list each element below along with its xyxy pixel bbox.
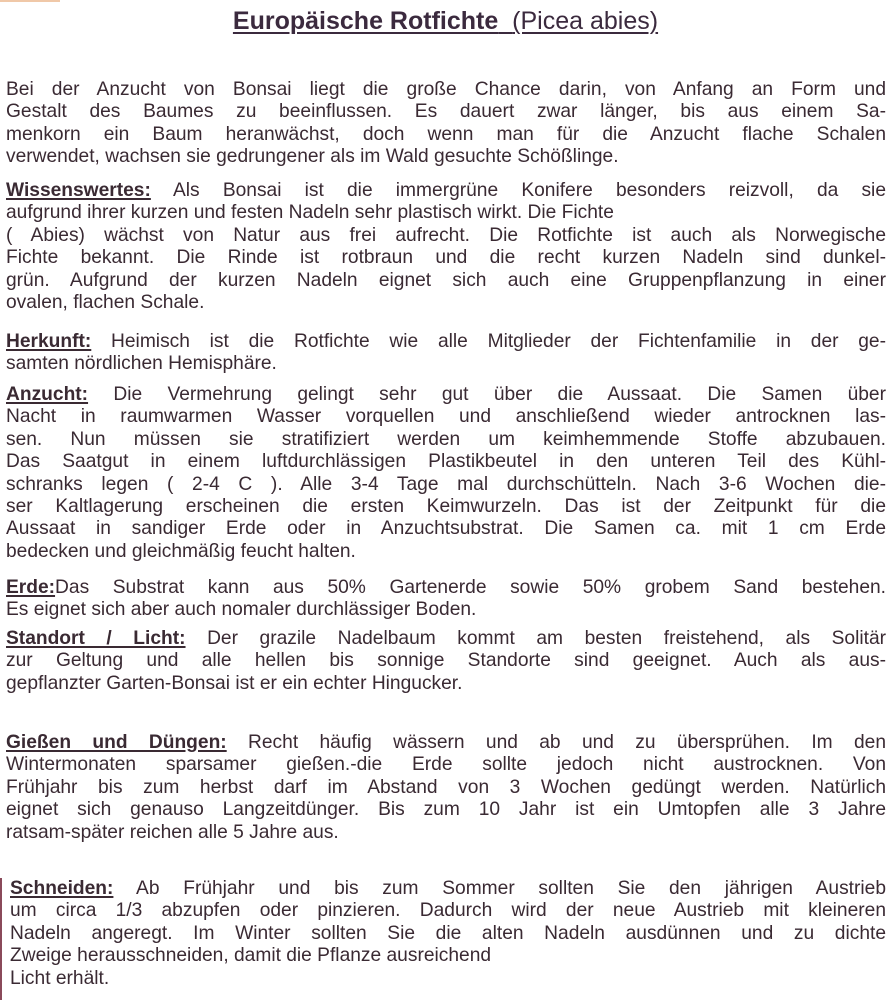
section-heading: Standort / Licht: xyxy=(6,628,186,649)
text-line: Anzucht: Die Vermehrung gelingt sehr gut über die Aussaat. Die Samen über xyxy=(6,384,886,405)
text-line: eignet sich genauso Langzeitdünger. Bis zum 10 Jahr ist ein Umtopfen alle 3 Jahre xyxy=(6,799,886,821)
text-line: Zweige herausschneiden, damit die Pflanze ausreichend xyxy=(10,945,492,967)
text-line: Gießen und Düngen: Recht häufig wässern und ab und zu übersprühen. Im den xyxy=(6,732,886,753)
section-schneiden xyxy=(10,878,886,990)
text-line: Wissenswertes: Als Bonsai ist die immergrüne Konifere besonders reizvoll, da sie xyxy=(6,180,886,201)
text-line: aufgrund ihrer kurzen und festen Nadeln sehr plastisch wirkt. Die Fichte xyxy=(6,202,614,224)
text-line: samten nördlichen Hemisphäre. xyxy=(6,353,277,375)
text-line: bedecken und gleichmäßig feucht halten. xyxy=(6,540,356,562)
title-latin-name: (Picea abies) xyxy=(512,7,659,35)
section-anzucht xyxy=(6,384,886,563)
text-line: Gestalt des Baumes zu beeinflussen. Es dauert zwar länger, bis aus einem Sa- xyxy=(6,101,886,123)
section-herkunft xyxy=(6,331,886,376)
text-line: grün. Aufgrund der kurzen Nadeln eignet sich auch eine Gruppenpflanzung in einer xyxy=(6,269,886,291)
text-line: schranks legen ( 2-4 C ). Alle 3-4 Tage mal durchschütteln. Nach 3-6 Wochen die- xyxy=(6,473,886,495)
section-heading: Schneiden: xyxy=(10,878,114,899)
text-line: Standort / Licht: Der grazile Nadelbaum kommt am besten freistehend, als Solitär xyxy=(6,628,887,649)
page-title xyxy=(0,4,891,38)
text-line: zur Geltung und alle hellen bis sonnige Standorte sind geeignet. Auch als aus- xyxy=(6,650,886,672)
section-standort-licht xyxy=(6,628,886,695)
text-line: Fichte bekannt. Die Rinde ist rotbraun und die recht kurzen Nadeln sind dunkel- xyxy=(6,247,886,269)
text-line: Aussaat in sandiger Erde oder in Anzuchtsubstrat. Die Samen ca. mit 1 cm Erde xyxy=(6,518,886,540)
text-line: Schneiden: Ab Frühjahr und bis zum Sommer sollten Sie den jährigen Austrieb xyxy=(10,878,886,899)
section-heading: Herkunft: xyxy=(6,331,92,352)
text-line: gepflanzter Garten-Bonsai ist er ein echter Hingucker. xyxy=(6,672,463,694)
section-heading: Anzucht: xyxy=(6,384,89,405)
text-line: menkorn ein Baum heranwächst, doch wenn man für die Anzucht flache Schalen xyxy=(6,123,886,145)
title-common-name: Europäische Rotfichte xyxy=(232,7,499,35)
text-line: ( Abies) wächst von Natur aus frei aufrecht. Die Rotfichte ist auch als Norwegische xyxy=(6,224,886,246)
text-line: Bei der Anzucht von Bonsai liegt die große Chance darin, von Anfang an Form und xyxy=(6,79,886,100)
text-line: ratsam-später reichen alle 5 Jahre aus. xyxy=(6,821,339,843)
text-line: verwendet, wachsen sie gedrungener als im Wald gesuchte Schößlinge. xyxy=(6,146,619,168)
section-erde xyxy=(6,577,886,622)
text-line: ovalen, flachen Schale. xyxy=(6,292,205,314)
section-wissenswertes xyxy=(6,180,886,314)
text-line: Erde:Das Substrat kann aus 50% Gartenerde sowie 50% grobem Sand bestehen. xyxy=(6,577,886,598)
section-heading: Erde: xyxy=(6,577,56,598)
section-heading: Wissenswertes: xyxy=(6,180,151,201)
decorative-top-bar xyxy=(0,0,60,2)
decorative-left-rule xyxy=(0,878,2,1000)
text-line: Frühjahr bis zum herbst darf im Abstand von 3 Wochen gedüngt werden. Natürlich xyxy=(6,776,886,798)
text-line: Herkunft: Heimisch ist die Rotfichte wie alle Mitglieder der Fichtenfamilie in der ge- xyxy=(6,331,886,352)
text-line: sen. Nun müssen sie stratifiziert werden um keimhemmende Stoffe abzubauen. xyxy=(6,428,886,450)
text-line: Das Saatgut in einem luftdurchlässigen Plastikbeutel in den unteren Teil des Kühl- xyxy=(6,451,886,473)
text-line: Wintermonaten sparsamer gießen.-die Erde sollte jedoch nicht austrocknen. Von xyxy=(6,754,886,776)
text-line: um circa 1/3 abzupfen oder pinzieren. Dadurch wird der neue Austrieb mit kleineren xyxy=(10,900,886,922)
text-line: Es eignet sich aber auch nomaler durchlässiger Boden. xyxy=(6,599,477,621)
text-line: Nacht in raumwarmen Wasser vorquellen und anschließend wieder antrocknen las- xyxy=(6,406,886,428)
text-line: Nadeln angeregt. Im Winter sollten Sie die alten Nadeln ausdünnen und zu dichte xyxy=(10,922,886,944)
text-line: ser Kaltlagerung erscheinen die ersten Keimwurzeln. Das ist der Zeitpunkt für die xyxy=(6,496,886,518)
text-line: Licht erhält. xyxy=(10,967,110,989)
intro-paragraph xyxy=(6,79,886,169)
section-heading: Gießen und Düngen: xyxy=(6,732,227,753)
section-giessen-duengen xyxy=(6,732,886,844)
